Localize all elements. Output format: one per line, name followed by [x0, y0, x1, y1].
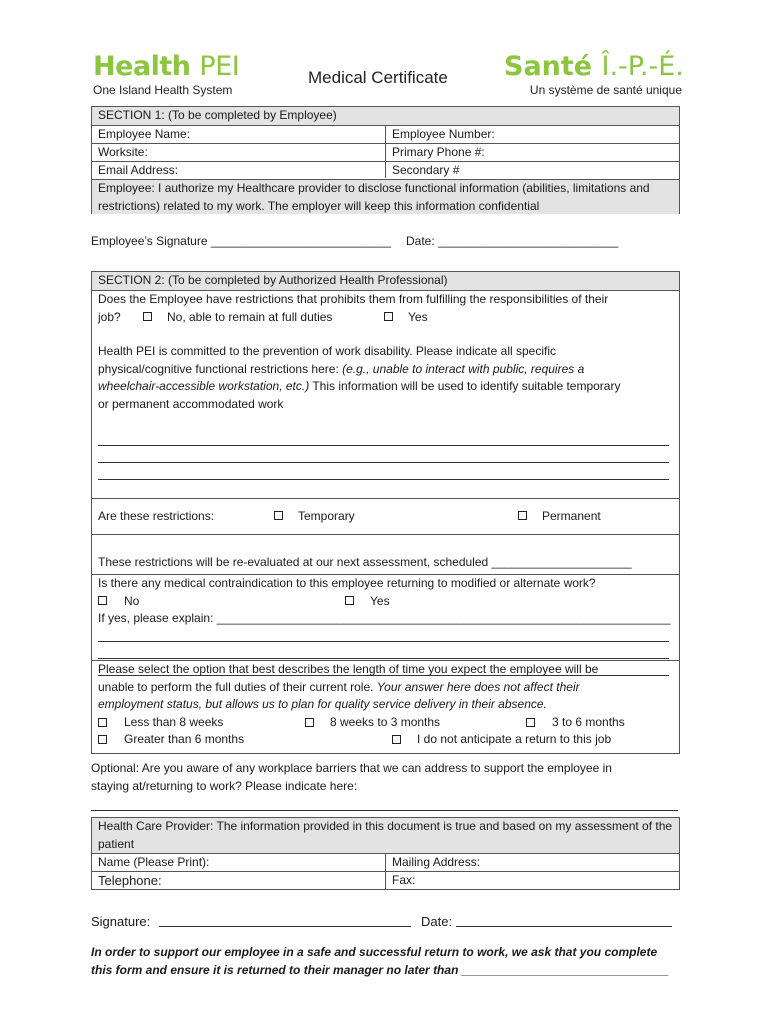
provider-statement: Health Care Provider: The information provided in this document is true and based on my assessment of the patient: [92, 818, 679, 853]
primary-phone-field[interactable]: Primary Phone #:: [392, 145, 485, 159]
no-restrictions-checkbox[interactable]: [143, 312, 152, 321]
section2-box: [91, 271, 680, 661]
yes-restrictions-label: Yes: [408, 309, 428, 324]
optional-question-line-2: staying at/returning to work? Please indicate here:: [91, 779, 358, 793]
no-return-checkbox[interactable]: [392, 735, 401, 744]
duration-question-line-2: unable to perform the full duties of their current role.: [98, 679, 377, 694]
contraindication-yes-checkbox[interactable]: [345, 596, 354, 605]
section2-heading: SECTION 2: (To be completed by Authorized Health Professional): [92, 272, 679, 290]
commitment-line-4: or permanent accommodated work: [98, 396, 284, 411]
no-restrictions-label: No, able to remain at full duties: [167, 309, 333, 324]
provider-date-line[interactable]: [456, 926, 672, 927]
secondary-phone-field[interactable]: Secondary #: [392, 163, 460, 177]
provider-box: [91, 817, 680, 890]
contraindication-yes-label: Yes: [370, 593, 390, 608]
contraindication-no-label: No: [124, 593, 140, 608]
contraindication-question: Is there any medical contraindication to this employee returning to modified or alternate work?: [98, 576, 596, 590]
duration-note-1: Your answer here does not affect their: [376, 679, 580, 694]
fax-field[interactable]: Fax:: [392, 873, 416, 887]
optional-question-line-1: Optional: Are you aware of any workplace barriers that we can address to support the employee in: [91, 761, 612, 775]
logo-left-light: PEI: [199, 51, 240, 82]
provider-date-label: Date:: [421, 914, 453, 929]
duration-note-2: employment status, but allows us to plan for quality service delivery in their absence.: [98, 697, 547, 711]
commitment-example-2: wheelchair-accessible workstation, etc.): [98, 379, 310, 393]
logo-left-tagline: One Island Health System: [93, 83, 233, 97]
no-return-label: I do not anticipate a return to this job: [417, 731, 612, 746]
duration-question-line-1: Please select the option that best describes the length of time you expect the employee will be: [98, 662, 599, 676]
3-to-6-months-label: 3 to 6 months: [552, 714, 625, 729]
section1-box: [91, 106, 680, 214]
restrictions-answer-line-3[interactable]: [98, 479, 669, 480]
employee-number-field[interactable]: Employee Number:: [392, 127, 495, 141]
restrictions-answer-line-1[interactable]: [98, 445, 669, 446]
restrictions-type-label: Are these restrictions:: [98, 509, 215, 523]
duration-box: [91, 660, 680, 754]
logo-right-light: Î.-P.-É.: [601, 51, 684, 82]
commitment-line-1: Health PEI is committed to the prevention of work disability. Please indicate all specific: [98, 344, 556, 358]
less-than-8-weeks-label: Less than 8 weeks: [124, 714, 224, 729]
commitment-line-2: physical/cognitive functional restrictions here:: [98, 361, 343, 376]
section1-heading: SECTION 1: (To be completed by Employee): [92, 107, 679, 125]
commitment-example-1: (e.g., unable to interact with public, requires a: [342, 361, 585, 376]
telephone-field[interactable]: Telephone:: [98, 873, 162, 888]
provider-signature-label: Signature:: [91, 914, 151, 929]
page-title: Medical Certificate: [308, 68, 448, 87]
greater-than-6-months-checkbox[interactable]: [98, 735, 107, 744]
3-to-6-months-checkbox[interactable]: [526, 718, 535, 727]
contraindication-no-checkbox[interactable]: [98, 596, 107, 605]
footer-line-1: In order to support our employee in a safe and successful return to work, we ask that you complete: [91, 945, 658, 959]
sante-ipe-logo: [504, 52, 682, 97]
commitment-line-3: This information will be used to identify suitable temporary: [309, 379, 621, 393]
footer-instructions: [91, 943, 691, 979]
mailing-address-field[interactable]: Mailing Address:: [392, 855, 481, 869]
less-than-8-weeks-checkbox[interactable]: [98, 718, 107, 727]
explain-answer-line-2[interactable]: [98, 658, 669, 659]
yes-restrictions-checkbox[interactable]: [384, 312, 393, 321]
temporary-label: Temporary: [298, 509, 355, 523]
worksite-field[interactable]: Worksite:: [98, 145, 148, 159]
explain-answer-line-1[interactable]: [98, 641, 669, 642]
email-field[interactable]: Email Address:: [98, 163, 179, 177]
restrictions-answer-line-2[interactable]: [98, 462, 669, 463]
authorization-statement: Employee: I authorize my Healthcare provider to disclose functional information (abilities, limitations and restrictions) related to my work. The employer will keep this information confidential: [92, 179, 679, 214]
restriction-question-end: job?: [98, 309, 121, 324]
employee-date-line[interactable]: Date: ___________________________: [406, 234, 619, 248]
permanent-label: Permanent: [542, 509, 601, 523]
health-pei-logo: [93, 52, 239, 97]
employee-signature-line[interactable]: Employee’s Signature ___________________________: [91, 234, 392, 248]
logo-right-bold: Santé: [504, 51, 593, 82]
8-weeks-to-3-months-label: 8 weeks to 3 months: [330, 714, 441, 729]
logo-left-bold: Health: [93, 51, 191, 82]
logo-right-tagline: Un système de santé unique: [529, 83, 682, 97]
employee-name-field[interactable]: Employee Name:: [98, 127, 191, 141]
greater-than-6-months-label: Greater than 6 months: [124, 731, 245, 746]
8-weeks-to-3-months-checkbox[interactable]: [305, 718, 314, 727]
provider-name-field[interactable]: Name (Please Print):: [98, 855, 210, 869]
reevaluation-line[interactable]: These restrictions will be re-evaluated at our next assessment, scheduled _____________________: [98, 555, 632, 569]
temporary-checkbox[interactable]: [274, 511, 283, 520]
footer-line-2[interactable]: this form and ensure it is returned to their manager no later than _______________________________: [91, 963, 669, 977]
provider-signature-line[interactable]: [159, 926, 411, 927]
optional-answer-line[interactable]: [91, 810, 678, 811]
permanent-checkbox[interactable]: [518, 511, 527, 520]
restriction-question: Does the Employee have restrictions that prohibits them from fulfilling the responsibilities of their: [98, 292, 609, 306]
explain-line[interactable]: If yes, please explain: ____________________________________________________________________: [98, 611, 671, 625]
